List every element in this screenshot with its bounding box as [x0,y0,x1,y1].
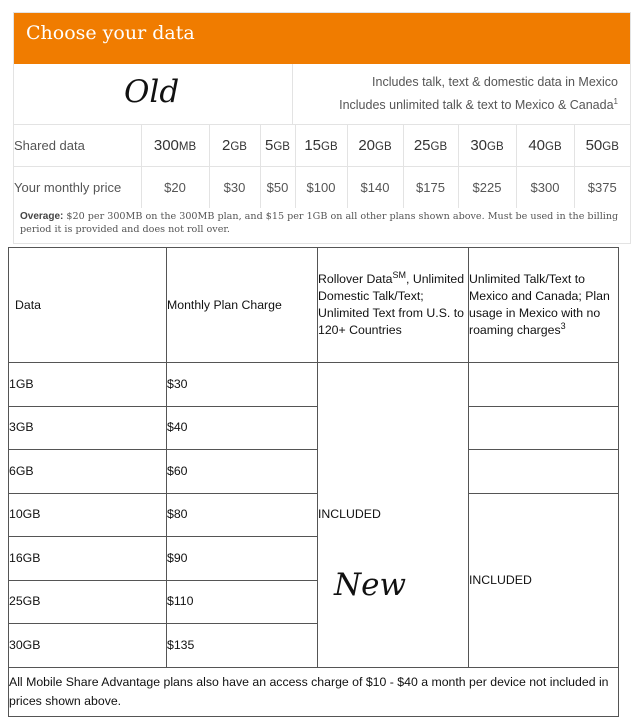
plan-size-number: 5 [265,137,274,154]
access-charge-note: All Mobile Share Advantage plans also have an access charge of $10 - $40 a month per device not included in prices shown above. [9,667,619,716]
plan-price-cell: $50 [260,167,295,209]
plan-size-cell [458,125,516,167]
plan-size-cell [403,125,458,167]
plan-size-unit: GB [430,141,448,153]
row-data-amount: 30GB [9,624,167,668]
new-header-row [9,248,619,363]
plan-price-cell: $375 [574,167,630,209]
plan-size-unit: GB [273,141,290,153]
row-monthly-charge: $80 [167,493,318,537]
plan-size-cell [574,125,630,167]
old-plan-card [13,12,631,244]
plan-size-unit: MB [178,141,197,153]
new-label: New [334,567,407,603]
old-header-divider [292,64,293,124]
plan-price-cell: $175 [403,167,458,209]
rollover-post: , Unlimited Domestic Talk/Text; Unlimited Text from U.S. to 120+ Countries [318,272,465,337]
plan-size-number: 15 [304,137,322,154]
plan-size-unit: GB [545,141,562,153]
row-data-amount: 25GB [9,580,167,624]
plan-size-number: 300 [153,137,179,154]
old-label: Old [124,74,180,110]
plan-price-cell: $30 [209,167,260,209]
plan-row [9,406,619,450]
plan-size-cell [209,125,260,167]
old-header-row [14,64,630,125]
row-data-amount: 10GB [9,493,167,537]
shared-data-row [14,125,630,167]
includes-footnote: 1 [613,97,618,106]
plan-size-unit: GB [321,141,338,153]
plan-size-number: 30 [470,137,488,154]
row-data-amount: 16GB [9,537,167,581]
includes-line-2 [296,92,618,115]
includes-line-1: Includes talk, text & domestic data in Mexico [372,75,618,89]
plan-size-cell [260,125,295,167]
plan-size-cell [141,125,209,167]
header-data: Data [9,248,167,363]
overage-text: $20 per 300MB on the 300MB plan, and $15 per 1GB on all other plans shown above. Must be used in the billing period it is provided and does not roll over. [20,211,619,235]
new-plan-card [8,247,619,717]
unlimited-empty-cell [469,363,619,407]
plan-size-cell [295,125,347,167]
plan-price-cell: $100 [295,167,347,209]
plan-row [9,493,619,537]
includes-line-2-text: Includes unlimited talk & text to Mexico & Canada [339,98,614,113]
rollover-sup: SM [392,269,406,280]
old-price-table [14,125,630,208]
plan-size-number: 2 [222,137,231,154]
plan-price-cell: $225 [458,167,516,209]
plan-size-unit: GB [602,141,619,153]
choose-data-banner: Choose your data [14,13,630,64]
plan-price-cell: $140 [347,167,403,209]
header-unlimited [469,248,619,363]
plan-size-unit: GB [230,141,247,153]
plan-price-cell: $20 [141,167,209,209]
unlimited-text: Unlimited Talk/Text to Mexico and Canada; Plan usage in Mexico with no roaming charges [469,272,610,337]
includes-text [296,72,618,115]
plan-size-number: 50 [585,137,603,154]
unlimited-included-cell: INCLUDED [469,493,619,667]
plan-size-number: 40 [528,137,546,154]
row-data-amount: 1GB [9,363,167,407]
unlimited-empty-cell [469,450,619,494]
header-monthly-charge: Monthly Plan Charge [167,248,318,363]
plan-size-unit: GB [487,141,504,153]
plan-row [9,363,619,407]
overage-label: Overage: [20,211,64,222]
header-rollover [318,248,469,363]
plan-size-cell [516,125,574,167]
row-data-amount: 6GB [9,450,167,494]
plan-size-cell [347,125,403,167]
unlimited-sup: 3 [560,320,566,331]
row-monthly-charge: $90 [167,537,318,581]
row-monthly-charge: $60 [167,450,318,494]
rollover-pre: Rollover Data [318,272,393,286]
monthly-price-label: Your monthly price [14,167,141,209]
row-monthly-charge: $110 [167,580,318,624]
plan-size-number: 20 [358,137,376,154]
row-monthly-charge: $30 [167,363,318,407]
row-data-amount: 3GB [9,406,167,450]
unlimited-empty-cell [469,406,619,450]
plan-price-cell: $300 [516,167,574,209]
shared-data-label: Shared data [14,138,85,153]
overage-note [20,210,622,236]
plan-size-unit: GB [375,141,392,153]
row-monthly-charge: $40 [167,406,318,450]
rollover-included-cell: INCLUDED [318,363,469,668]
new-footer-row [9,667,619,716]
plan-row [9,450,619,494]
new-plan-table [8,247,619,717]
monthly-price-row [14,167,630,209]
plan-size-number: 25 [413,137,431,154]
row-monthly-charge: $135 [167,624,318,668]
